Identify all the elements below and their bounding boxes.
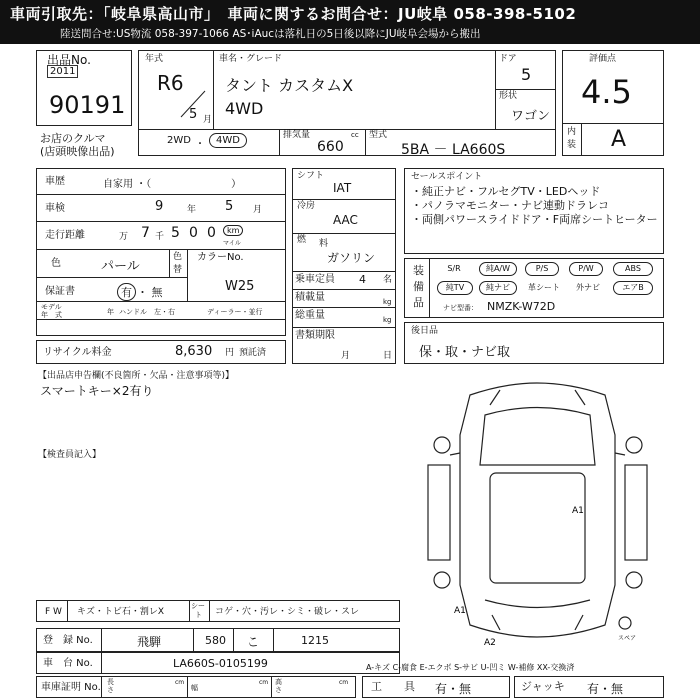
fuel-label-1: 燃: [297, 235, 307, 245]
mileage-unit-mile: マイル: [223, 240, 241, 247]
jack-value: 有・無: [587, 682, 624, 696]
garage-cert-label: 車庫証明 No.: [41, 682, 101, 693]
seats-label: 乗車定員: [295, 274, 335, 285]
inspector-label: 【検査員記入】: [38, 450, 102, 460]
registration-row: [36, 628, 400, 652]
equip-airbag: エアB: [613, 281, 653, 295]
header-line1: 車両引取先：「岐阜県高山市」 車両に関するお問合せ：JU岐阜 058-398-5102: [10, 5, 577, 23]
load-unit: kg: [383, 298, 392, 306]
equip-label-1: 装: [413, 264, 424, 277]
deadline-day: 日: [383, 351, 393, 361]
interior-label-1: 内: [567, 127, 577, 137]
displacement-label: 排気量: [283, 130, 311, 140]
sales-point-1: ・純正ナビ・フルセグTV・LEDヘッド: [411, 185, 601, 198]
sales-points-label: セールスポイント: [411, 172, 483, 182]
mileage-unit-km: km: [223, 225, 243, 236]
aftermarket-box: [404, 322, 664, 364]
inspection-month-unit: 月: [253, 205, 263, 215]
recycle-value: 8,630: [175, 344, 213, 359]
mileage-man-unit: 万: [119, 232, 129, 242]
seats-value: 4: [359, 273, 366, 286]
recycle-label: リサイクル料金: [43, 347, 112, 358]
warranty-label: 保証書: [45, 286, 75, 297]
color-code-label: カラーNo.: [197, 252, 244, 263]
color-change-label-1: 色: [173, 252, 183, 262]
interior-label-2: 装: [567, 140, 577, 150]
registration-label: 登 録 No.: [43, 635, 93, 646]
history-value: 自家用 ・（ ）: [103, 179, 242, 190]
vehicle-box: [138, 50, 556, 156]
equip-label-2: 備: [413, 280, 424, 293]
interior-value: A: [611, 127, 627, 152]
handle-side: ハンドル 左・右: [119, 308, 175, 316]
model-value: 5BA － LA660S: [401, 142, 506, 158]
notes-label: 【出品店申告欄(不良箇所・欠品・注意事項等)】: [38, 371, 235, 381]
detail-left: [36, 168, 286, 336]
ac-value: AAC: [333, 213, 358, 227]
recycle-deposit: 預託済: [239, 348, 267, 358]
mileage-digit-4: 0: [189, 225, 198, 241]
equip-label-3: 品: [413, 296, 424, 309]
sales-point-3: ・両側パワースライドドア・F両席シートヒーター: [411, 213, 658, 226]
seats-unit: 名: [383, 275, 393, 285]
shift-value: IAT: [333, 181, 352, 195]
displacement-value: 660: [317, 139, 344, 155]
name-label: 車名・グレード: [219, 54, 283, 64]
fw-items: キズ・トビ石・割レX: [77, 607, 164, 617]
vehicle-grade: 4WD: [225, 99, 264, 118]
year-era: R6: [157, 71, 184, 95]
cert-width: 幅: [191, 684, 198, 692]
mileage-digit-2: 千: [155, 232, 165, 242]
doors-value: 5: [521, 65, 532, 84]
weight-unit: kg: [383, 316, 392, 324]
color-change-label-2: 替: [173, 265, 183, 275]
recycle-unit: 円: [225, 348, 235, 358]
tools-value: 有・無: [435, 682, 472, 696]
cert-length: 長 さ: [107, 678, 114, 694]
score-box: [562, 50, 664, 156]
drive-dot: ・: [195, 139, 205, 150]
warranty-has: 有: [117, 283, 136, 301]
dealer-type: ディーラー・並行: [207, 308, 263, 316]
equip-ext-navi: 外ナビ: [576, 283, 600, 292]
equip-pw: P/W: [569, 262, 603, 276]
mileage-digit-3: 5: [171, 225, 180, 241]
equip-ps: P/S: [525, 262, 559, 276]
mark-a1-right: A1: [572, 506, 584, 516]
mileage-digit-5: 0: [207, 225, 216, 241]
equip-alloy-wheel: 純A/W: [479, 262, 517, 276]
mark-a2: A2: [484, 638, 496, 645]
equip-navi: 純ナビ: [479, 281, 517, 295]
deadline-label: 書類期限: [295, 330, 335, 341]
lot-box: [36, 50, 132, 126]
seat-label-1: シー: [191, 602, 205, 610]
model-year-unit: 年: [107, 308, 114, 316]
inspection-month: 5: [225, 199, 234, 214]
inspection-label: 車検: [45, 203, 65, 214]
model-label: 型式: [369, 130, 388, 140]
warranty-none: ・ 無: [137, 286, 163, 299]
inspection-year-unit: 年: [187, 205, 197, 215]
color-code-value: W25: [225, 279, 255, 294]
mileage-label: 走行距離: [45, 230, 85, 241]
car-damage-diagram: [410, 375, 665, 645]
model-year-label-1: モデル: [41, 303, 62, 311]
sales-points-box: [404, 168, 664, 254]
jack-label: ジャッキ: [521, 680, 565, 693]
equipment-box: [404, 258, 664, 318]
seat-label-2: ト: [195, 611, 202, 619]
year-label: 年式: [145, 54, 164, 64]
score-value: 4.5: [581, 73, 632, 111]
aftermarket-value: 保・取・ナビ取: [419, 345, 511, 360]
chassis-label: 車 台 No.: [43, 658, 93, 669]
weight-label: 総重量: [295, 310, 325, 321]
color-label: 色: [51, 258, 61, 269]
lot-label: 出品No.: [47, 53, 91, 67]
mark-a1-left: A1: [454, 606, 466, 616]
cert-height: 高 さ: [275, 678, 282, 694]
registration-number: 1215: [301, 634, 329, 647]
fuel-value: ガソリン: [327, 251, 376, 265]
score-label: 評価点: [589, 54, 617, 64]
chassis-value: LA660S-0105199: [173, 657, 268, 670]
chassis-row: [36, 652, 400, 674]
tools-box: [362, 676, 510, 698]
equip-tv: 純TV: [437, 281, 473, 295]
store-note-2: (店頭映像出品): [40, 145, 115, 158]
registration-kana: こ: [247, 635, 260, 649]
deadline-unit: 月: [341, 351, 351, 361]
detail-middle: [292, 168, 396, 364]
notes-value: スマートキー×2有り: [40, 384, 154, 398]
mileage-digit-1: 7: [141, 225, 150, 241]
registration-region: 飛騨: [137, 635, 162, 649]
equip-abs: ABS: [613, 262, 653, 276]
load-label: 積載量: [295, 292, 325, 303]
year-month-unit: 月: [203, 115, 213, 125]
header-line2: 陸送問合せ:US物流 058-397-1066 AS･iAucは落札日の5日後以降にJU岐阜会場から搬出: [60, 28, 481, 40]
sales-point-2: ・パノラマモニター・ナビ連動ドラレコ: [411, 199, 609, 212]
header-bar: [0, 0, 700, 44]
nav-model-label: ナビ型番：: [443, 304, 478, 312]
history-label: 車歴: [45, 176, 65, 187]
aftermarket-label: 後日品: [411, 326, 439, 336]
registration-class: 580: [205, 634, 226, 647]
garage-cert-row: [36, 676, 356, 698]
fuel-label-2: 料: [319, 239, 329, 249]
cert-width-cm: cm: [259, 679, 269, 686]
vehicle-name: タント カスタムX: [225, 76, 354, 95]
damage-legend: A-キズ C-腐食 E-エクボ S-サビ U-凹ミ W-補修 XX-交換済: [366, 663, 575, 672]
doors-label: ドア: [499, 54, 517, 64]
color-value: パール: [101, 259, 140, 274]
cert-length-cm: cm: [175, 679, 185, 686]
nav-model-value: NMZK-W72D: [487, 300, 556, 313]
equip-leather: 革シート: [528, 283, 560, 292]
shift-label: シフト: [297, 171, 325, 181]
tools-label: 工 具: [371, 680, 415, 693]
ac-label: 冷房: [297, 201, 316, 211]
lot-year-tag: 2011: [47, 65, 78, 78]
drive-2wd: 2WD: [167, 135, 191, 146]
shape-label: 形状: [499, 91, 518, 101]
shape-value: ワゴン: [511, 109, 551, 124]
drive-4wd: 4WD: [209, 133, 247, 148]
cert-height-cm: cm: [339, 679, 349, 686]
year-month: 5: [189, 107, 198, 122]
model-year-label-2: 年 式: [41, 311, 62, 319]
lot-number: 90191: [49, 91, 126, 119]
jack-box: [514, 676, 664, 698]
spare-label: スペア: [618, 635, 637, 642]
recycle-box: [36, 340, 286, 364]
fw-label: F W: [45, 607, 62, 617]
cc-unit: cc: [351, 131, 359, 139]
equip-sr: S/R: [447, 264, 461, 273]
inspection-year: 9: [155, 199, 164, 214]
fw-seat-row: [36, 600, 400, 622]
seat-items: コゲ・穴・汚レ・シミ・破レ・スレ: [215, 607, 360, 617]
store-note: お店のクルマ: [40, 132, 106, 145]
